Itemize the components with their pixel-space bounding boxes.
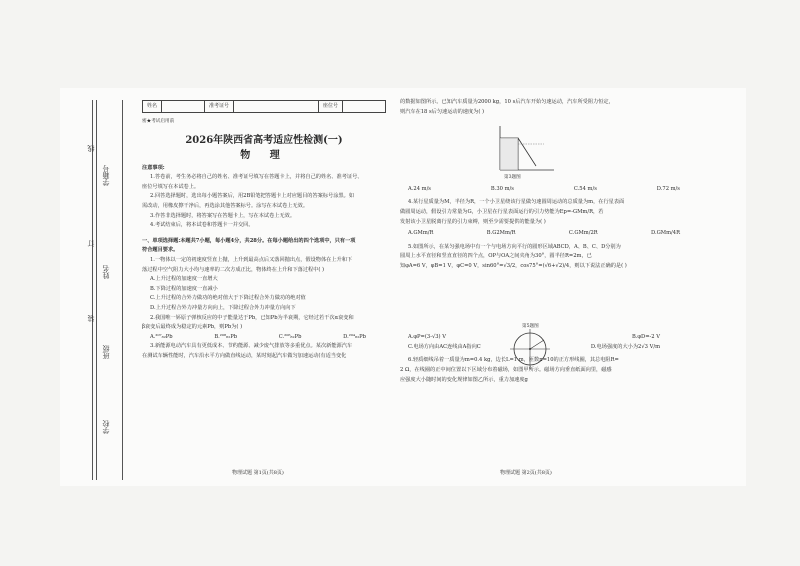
q3-option-d: D.72 m/s — [656, 185, 680, 192]
question-1-line: 落过程中空气阻力大小均与速率的二次方成正比，物体终在上升和下落过程中( ) — [142, 266, 325, 273]
margin-label-student-id: 学籍号 — [102, 165, 110, 186]
confidential-mark: 密★考试启用前 — [142, 119, 175, 124]
q2-option-a: A.²⁰⁷₈₂Pb — [150, 333, 173, 340]
q5-option-c: C.电场方向由AC连线由A指向C — [408, 343, 481, 350]
name-field-label: 姓名 — [143, 101, 162, 112]
fig3-graph — [488, 124, 558, 178]
q4-option-b: B.G2Mm/R — [486, 230, 516, 237]
q3-continued: 的数据如图所示。已知汽车质量为2000 kg，10 s后汽车开始匀速运动，汽车所受阻力恒定， — [400, 99, 614, 105]
q4-option-c: C.GMm/2R — [568, 230, 598, 237]
margin-label-class: 班级 — [102, 345, 110, 359]
note-line: 1.答卷前，考生务必将自己的姓名、准考证号填写在答题卡上，并将自己的姓名、准考证号、 — [150, 174, 363, 181]
q5-option-d: D.电场强度的大小为2√3 V/m — [590, 343, 660, 350]
q3-option-b: B.30 m/s — [490, 185, 514, 192]
question-5-line: 圆周上水平直径和竖直直径的四个点，OP与OA之间夹角为30°，圆半径R=2m，已 — [400, 253, 592, 260]
exam-number-label: 准考证号 — [205, 101, 234, 112]
q4-option-a: A.GMm/R — [408, 230, 434, 237]
page-1-footer: 物理试题 第1页(共8页) — [232, 470, 284, 476]
margin-label-school: 学校 — [102, 420, 110, 434]
question-3-line: 在测试车辆性能时，汽车沿水平方向做直线运动，某时刻起汽车做匀加速运动(有适当变化 — [142, 352, 347, 359]
seat-number-label: 座位号 — [319, 101, 343, 112]
question-3-line: 3.新能源电动汽车具有更低成本、节约能源、减少废气排放等多重优点。某次新能源汽车 — [150, 343, 353, 350]
q5-option-a: A.φP=(3-√3) V — [408, 334, 446, 341]
question-1-line: 1.一物体以一定的初速度竖直上抛，上升到最高点后又落回抛出点，假设物体在上升和下 — [150, 256, 353, 263]
exam-title: 2026年陕西省高考适应性检测(一) — [185, 134, 343, 146]
q2-option-c: C.²⁰⁶₈₂Pb — [278, 333, 302, 340]
cut-label-bind: 订 — [87, 240, 95, 247]
question-5-line: 5.如图所示，在某匀强电场中有一个与电场方向平行的圆形区域ABCD，A、B、C、D分别为 — [408, 243, 621, 250]
question-6-line: 2 Ω，在线圈的正中间位置以下区域分布着磁场，如图甲所示。磁场方向垂直纸面向里，磁感 — [400, 366, 612, 373]
q2-option-b: B.²⁰⁸₈₂Pb — [214, 333, 238, 340]
q4-option-d: D.GMm/4R — [651, 230, 680, 237]
fig5-caption: 第5题图 — [522, 323, 539, 329]
q1-option-d: D.上升过程合外力冲量方向向上，下降过程合外力冲量方向向下 — [150, 304, 296, 311]
fig5-circle-diagram — [506, 326, 554, 372]
q1-option-c: C.上升过程的合外力做功的绝对值大于下降过程合外力做功的绝对值 — [150, 295, 306, 302]
note-line: 需改动，用橡皮擦干净后，再选涂其他答案标号。涂写在本试卷上无效。 — [142, 202, 309, 209]
page-1 — [142, 100, 386, 361]
q3-option-c: C.54 m/s — [573, 185, 597, 192]
cut-label-staple: 装 — [87, 315, 95, 322]
section-heading-cont: 符合题目要求。 — [142, 247, 179, 254]
q1-option-b: B.下降过程的加速度一直减小 — [150, 285, 218, 292]
note-line: 3.作答非选择题时，将答案写在答题卡上，写在本试卷上无效。 — [150, 212, 296, 219]
question-5-line: 知φA=6 V，φB=1 V，φC=0 V，sin60°=√3/2，cos75°=(√6+√2)/4，则以下说法正确的是( ) — [400, 262, 627, 269]
question-2-line: 2.我国唯一钚原子弹核反应的中子能量达于Pb，已知Pb为半衰期，它经过若干次α衰变和 — [150, 314, 354, 321]
note-line: 4.考试结束后，将本试卷和答题卡一并交回。 — [150, 222, 254, 229]
note-line: 2.回答选择题时，选出每小题答案后，用2B铅笔把答题卡上对应题目的答案标号涂黑。如 — [150, 193, 355, 200]
question-6-line: 应强度大小随时间的变化规律如图乙所示，重力加速度g — [400, 376, 528, 383]
question-2-line: β衰变后最终成为稳定的元素Pb，则Pb为( ) — [142, 324, 243, 331]
section-heading: 一、单项选择题:本题共7小题，每小题4分，共28分。在每小题给出的四个选项中，只有一项 — [142, 237, 356, 244]
question-4-line: 4.某行星质量为M，半径为R，一个小卫星绕该行星做匀速圆周运动的总质量为m，在行星表面 — [408, 199, 625, 206]
margin-label-name: 姓名 — [102, 265, 110, 279]
candidate-info-bar — [142, 100, 386, 113]
question-4-line: 发射该小卫星脱离行星的引力束缚，则至少需要提供的能量为( ) — [400, 218, 546, 225]
fig3-caption: 第3题图 — [504, 175, 521, 181]
question-4-line: 做圆周运动，假设引力常量为G，小卫星在行星表面运行的引力势能为Ep=-GMm/R，若 — [400, 208, 604, 215]
q5-option-b: B.φD=-2 V — [631, 334, 660, 341]
page-2-footer: 物理试题 第2页(共8页) — [500, 470, 552, 476]
note-line: 座位号填写在本试卷上。 — [142, 183, 200, 190]
exam-subject: 物 理 — [240, 149, 288, 161]
q2-option-d: D.²⁰⁴₈₂Pb — [343, 333, 366, 340]
q3-option-a: A.24 m/s — [408, 185, 431, 192]
q1-option-a: A.上升过程的加速度一直增大 — [150, 276, 218, 283]
q3-continued: 则汽车在18 s后匀速运动的速度为( ) — [400, 108, 485, 115]
cut-label-line: 线 — [87, 145, 95, 152]
notes-heading: 注意事项: — [142, 164, 165, 171]
question-6-line: 6.轻质细线吊着一质量为m=0.4 kg，边长L=1 m，匝数n=10的正方形线圈，其总电阻R= — [408, 357, 619, 364]
